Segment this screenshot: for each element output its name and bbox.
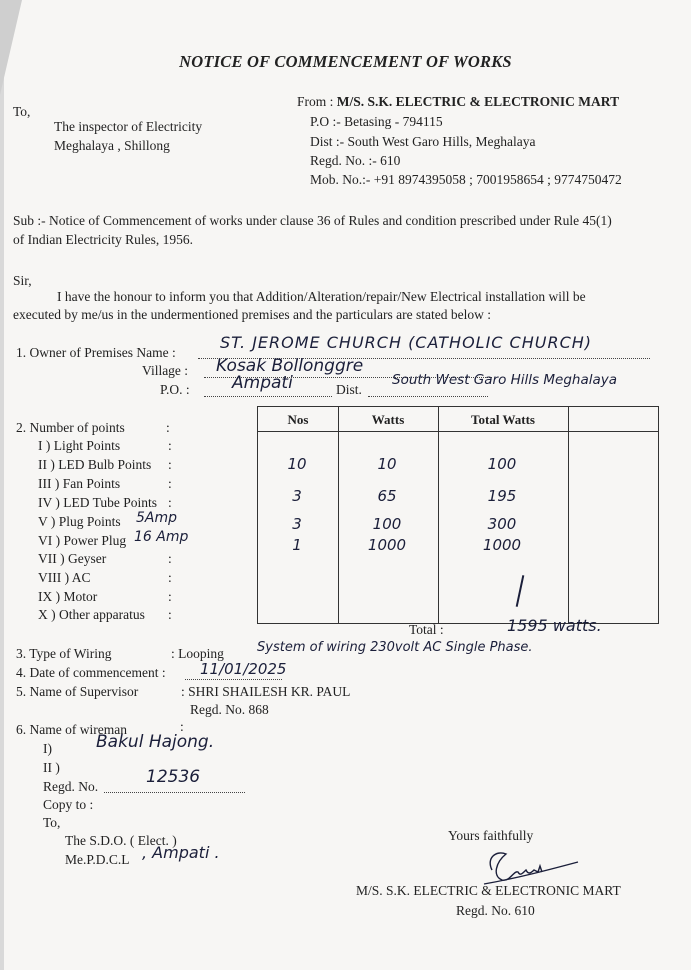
document-title: NOTICE OF COMMENCEMENT OF WORKS — [179, 52, 512, 71]
point-label: VII ) Geyser — [38, 551, 107, 566]
owner-value: ST. JEROME CHURCH (CATHOLIC CHURCH) — [220, 333, 593, 352]
table-cell-total: 300 — [487, 515, 517, 533]
point-item — [38, 570, 91, 586]
supervisor-label: 5. Name of Supervisor — [16, 684, 139, 699]
point-label: II ) LED Bulb Points — [38, 457, 152, 472]
from-mobile: Mob. No.:- +91 8974395058 ; 7001958654 ; 9774750472 — [310, 172, 622, 187]
point-label: I ) Light Points — [38, 438, 121, 453]
village-label: Village : — [142, 363, 189, 378]
table-cell-watts: 100 — [372, 515, 402, 533]
point-item — [38, 438, 120, 454]
total-value: 1595 watts. — [507, 616, 602, 635]
point-rating: 16 Amp — [134, 529, 189, 545]
point-colon: : — [168, 476, 172, 491]
table-cell-total: 195 — [487, 487, 517, 505]
to-line-1: The inspector of Electricity — [54, 119, 203, 134]
body-line-2: executed by me/us in the undermentioned premises and the particulars are stated below : — [13, 307, 491, 322]
copy-label: Copy to : — [43, 797, 94, 812]
point-colon: : — [168, 589, 172, 604]
header-nos: Nos — [287, 412, 309, 427]
commencement-value: 11/01/2025 — [200, 660, 287, 678]
point-label: III ) Fan Points — [38, 476, 121, 491]
from-company: M/S. S.K. ELECTRIC & ELECTRONIC MART — [336, 94, 620, 109]
wireman-regd-dotted-line — [104, 792, 245, 793]
wireman-regd-label: Regd. No. — [43, 779, 99, 794]
from-block — [297, 94, 619, 110]
point-label: IV ) LED Tube Points — [38, 495, 158, 510]
point-colon: : — [168, 570, 172, 585]
po-value: Ampati — [232, 373, 293, 393]
table-divider — [568, 407, 569, 623]
wireman-regd-value: 12536 — [146, 767, 201, 787]
table-cell-nos: 3 — [292, 515, 302, 533]
point-item — [38, 457, 151, 473]
table-cell-nos: 1 — [292, 536, 302, 554]
points-colon: : — [166, 420, 170, 435]
point-label: X ) Other apparatus — [38, 607, 145, 622]
point-rating: 5Amp — [136, 510, 178, 526]
table-cell-nos: 3 — [292, 487, 302, 505]
wiring-label: 3. Type of Wiring — [16, 646, 112, 661]
to-line-2: Meghalaya , Shillong — [54, 138, 170, 153]
body-line-1: I have the honour to inform you that Addition/Alteration/repair/New Electrical installation will be — [57, 289, 586, 304]
yours-faithfully: Yours faithfully — [448, 828, 534, 843]
po-dotted-line — [204, 396, 332, 397]
owner-label: 1. Owner of Premises Name : — [16, 345, 176, 360]
from-label: From : — [297, 94, 334, 109]
supervisor-name: : SHRI SHAILESH KR. PAUL — [181, 684, 351, 699]
point-item — [38, 589, 97, 605]
point-item — [38, 476, 120, 492]
wiring-value-print: : Looping — [171, 646, 224, 661]
point-colon: : — [168, 551, 172, 566]
from-dist: Dist :- South West Garo Hills, Meghalaya — [310, 134, 536, 149]
to-label: To, — [13, 104, 31, 119]
copy-to: To, — [43, 815, 61, 830]
point-label: VIII ) AC — [38, 570, 91, 585]
total-label: Total : — [409, 622, 444, 637]
point-item — [38, 607, 145, 623]
folded-corner — [0, 0, 22, 95]
wireman-colon: : — [180, 719, 184, 734]
closing-regd: Regd. No. 610 — [456, 903, 535, 918]
dist-dotted-line — [368, 396, 488, 397]
dist-value: South West Garo Hills Meghalaya — [392, 372, 617, 388]
wireman-label: 6. Name of wireman — [16, 722, 127, 737]
point-item — [38, 514, 121, 530]
copy-line-2: Me.P.D.C.L — [65, 852, 130, 867]
po-label: P.O. : — [160, 382, 190, 397]
table-cell-total: 1000 — [482, 536, 522, 554]
copy-line-1: The S.D.O. ( Elect. ) — [65, 833, 177, 848]
subject-line-2: of Indian Electricity Rules, 1956. — [13, 232, 193, 247]
wireman-i-value: Bakul Hajong. — [96, 732, 215, 752]
point-colon: : — [168, 438, 172, 453]
dist-label: Dist. — [336, 382, 362, 397]
wireman-i-label: I) — [43, 741, 52, 756]
point-colon: : — [168, 495, 172, 510]
point-item — [38, 533, 126, 549]
point-item — [38, 551, 106, 567]
commencement-label: 4. Date of commencement : — [16, 665, 166, 680]
table-cell-watts: 1000 — [367, 536, 407, 554]
header-watts: Watts — [371, 412, 405, 427]
point-item — [38, 495, 157, 511]
wireman-ii-label: II ) — [43, 760, 60, 775]
wiring-value-hand: System of wiring 230volt AC Single Phase. — [257, 640, 533, 655]
copy-line-2-hand: , Ampati . — [142, 843, 220, 862]
table-cell-total: 100 — [487, 455, 517, 473]
supervisor-regd: Regd. No. 868 — [190, 702, 269, 717]
header-total-watts: Total Watts — [471, 412, 535, 427]
village-value: Kosak Bollonggre — [216, 356, 364, 376]
point-label: V ) Plug Points — [38, 514, 121, 529]
point-colon: : — [168, 607, 172, 622]
table-cell-watts: 65 — [377, 487, 397, 505]
point-label: IX ) Motor — [38, 589, 98, 604]
points-label: 2. Number of points — [16, 420, 125, 435]
subject-line-1: Sub :- Notice of Commencement of works under clause 36 of Rules and condition prescribed under Rule 45(1) — [13, 213, 612, 228]
from-po: P.O :- Betasing - 794115 — [310, 114, 443, 129]
closing-company: M/S. S.K. ELECTRIC & ELECTRONIC MART — [356, 883, 621, 898]
table-cell-nos: 10 — [287, 455, 307, 473]
table-header-divider — [258, 431, 658, 432]
table-cell-watts: 10 — [377, 455, 397, 473]
commencement-dotted-line — [185, 679, 282, 680]
from-regd: Regd. No. :- 610 — [310, 153, 401, 168]
point-label: VI ) Power Plug — [38, 533, 127, 548]
salutation: Sir, — [13, 273, 32, 288]
point-colon: : — [168, 457, 172, 472]
